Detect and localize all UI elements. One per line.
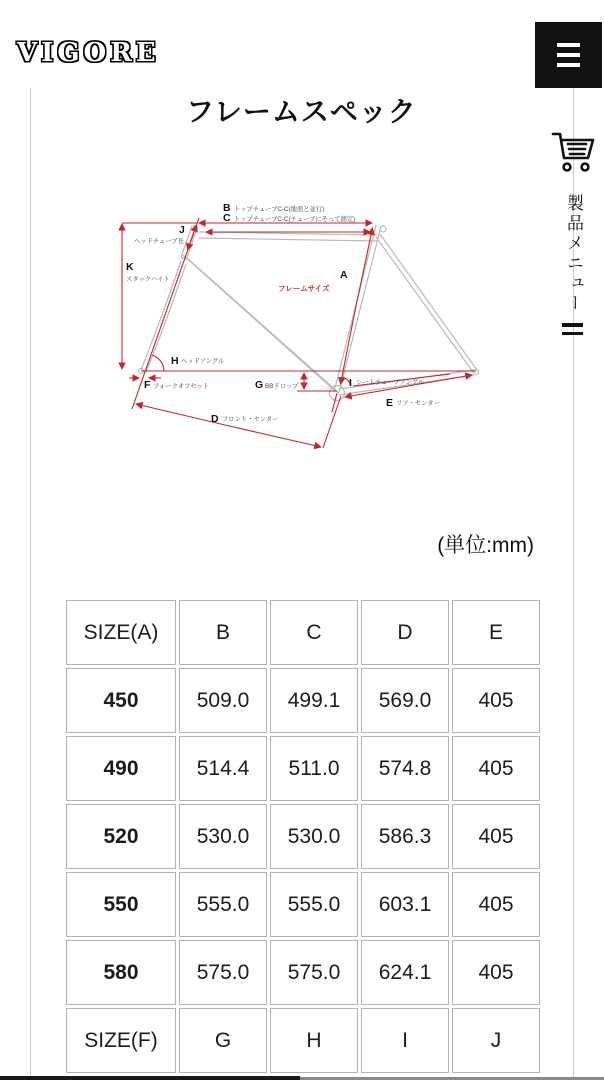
size-cell: 520 bbox=[66, 804, 176, 869]
label-F: F bbox=[144, 379, 151, 391]
label-G: G bbox=[255, 379, 264, 391]
label-B-text: トップチューブC-C(地面と並行) bbox=[234, 206, 325, 213]
size-cell: 550 bbox=[66, 872, 176, 937]
label-C-text: トップチューブC-C(チューブにそって測定) bbox=[234, 216, 356, 223]
label-A: A bbox=[340, 269, 348, 281]
menu-lines-icon[interactable] bbox=[562, 323, 583, 340]
label-I: I bbox=[349, 377, 352, 389]
value-cell: 514.4 bbox=[179, 736, 267, 801]
units-note: (単位:mm) bbox=[437, 534, 534, 557]
label-I-text: シートチューブアングル bbox=[356, 379, 425, 386]
brand-logo[interactable]: VIGORE bbox=[17, 38, 160, 68]
value-cell: 555.0 bbox=[179, 872, 267, 937]
label-J: J bbox=[179, 224, 185, 236]
header-cell: SIZE(F) bbox=[66, 1008, 176, 1073]
label-D: D bbox=[211, 413, 219, 425]
value-cell: 405 bbox=[452, 736, 540, 801]
header-cell: G bbox=[179, 1008, 267, 1073]
value-cell: 624.1 bbox=[361, 940, 449, 1005]
dimension-labels bbox=[126, 202, 440, 425]
frame-spec-table bbox=[63, 597, 543, 1076]
header-cell: SIZE(A) bbox=[66, 600, 176, 665]
hamburger-bar bbox=[557, 43, 580, 47]
table-row bbox=[66, 940, 540, 1005]
value-cell: 511.0 bbox=[270, 736, 358, 801]
label-G-text: BBドロップ bbox=[265, 383, 299, 390]
header-cell: E bbox=[452, 600, 540, 665]
header-cell: H bbox=[270, 1008, 358, 1073]
table-row bbox=[66, 872, 540, 937]
table-second-header-row bbox=[66, 1008, 540, 1073]
value-cell: 405 bbox=[452, 872, 540, 937]
hamburger-bar bbox=[557, 63, 580, 67]
value-cell: 569.0 bbox=[361, 668, 449, 733]
value-cell: 530.0 bbox=[179, 804, 267, 869]
label-J-text: ヘッドチューブ長 bbox=[134, 238, 184, 245]
value-cell: 575.0 bbox=[179, 940, 267, 1005]
value-cell: 555.0 bbox=[270, 872, 358, 937]
header-cell: D bbox=[361, 600, 449, 665]
value-cell: 405 bbox=[452, 668, 540, 733]
label-K-text: スタックハイト bbox=[126, 276, 170, 283]
table-row bbox=[66, 804, 540, 869]
value-cell: 586.3 bbox=[361, 804, 449, 869]
value-cell: 499.1 bbox=[270, 668, 358, 733]
label-E-text: リア・センター bbox=[396, 400, 440, 407]
dimension-lines bbox=[122, 218, 476, 448]
label-B: B bbox=[223, 202, 231, 214]
value-cell: 530.0 bbox=[270, 804, 358, 869]
header-cell: J bbox=[452, 1008, 540, 1073]
header-cell: C bbox=[270, 600, 358, 665]
size-cell: 490 bbox=[66, 736, 176, 801]
value-cell: 575.0 bbox=[270, 940, 358, 1005]
label-H: H bbox=[171, 355, 179, 367]
label-K: K bbox=[126, 261, 134, 273]
value-cell: 405 bbox=[452, 940, 540, 1005]
table-header-row bbox=[66, 600, 540, 665]
menu-line bbox=[562, 332, 583, 336]
size-cell: 580 bbox=[66, 940, 176, 1005]
page-title: フレームスペック bbox=[186, 96, 417, 127]
value-cell: 574.8 bbox=[361, 736, 449, 801]
header-cell: B bbox=[179, 600, 267, 665]
frame-geometry-diagram bbox=[115, 190, 495, 450]
label-F-text: フォークオフセット bbox=[153, 383, 210, 390]
menu-line bbox=[562, 323, 583, 327]
label-A-text: フレームサイズ bbox=[278, 284, 330, 293]
table-row bbox=[66, 668, 540, 733]
cart-icon[interactable] bbox=[550, 130, 598, 181]
value-cell: 603.1 bbox=[361, 872, 449, 937]
left-border-line bbox=[30, 88, 31, 1080]
header-cell: I bbox=[361, 1008, 449, 1073]
bike-frame-outline bbox=[138, 225, 478, 401]
label-C: C bbox=[223, 212, 231, 224]
value-cell: 405 bbox=[452, 804, 540, 869]
product-menu-vertical-label[interactable]: 製品メニュー bbox=[564, 194, 583, 314]
hamburger-menu-button[interactable] bbox=[535, 22, 602, 88]
label-H-text: ヘッドアングル bbox=[181, 358, 225, 365]
table-row bbox=[66, 736, 540, 801]
size-cell: 450 bbox=[66, 668, 176, 733]
label-D-text: フロント・センター bbox=[222, 416, 279, 423]
hamburger-bar bbox=[557, 53, 580, 57]
bottom-scrollbar-thumb[interactable] bbox=[0, 1076, 300, 1080]
label-E: E bbox=[386, 397, 394, 409]
value-cell: 509.0 bbox=[179, 668, 267, 733]
